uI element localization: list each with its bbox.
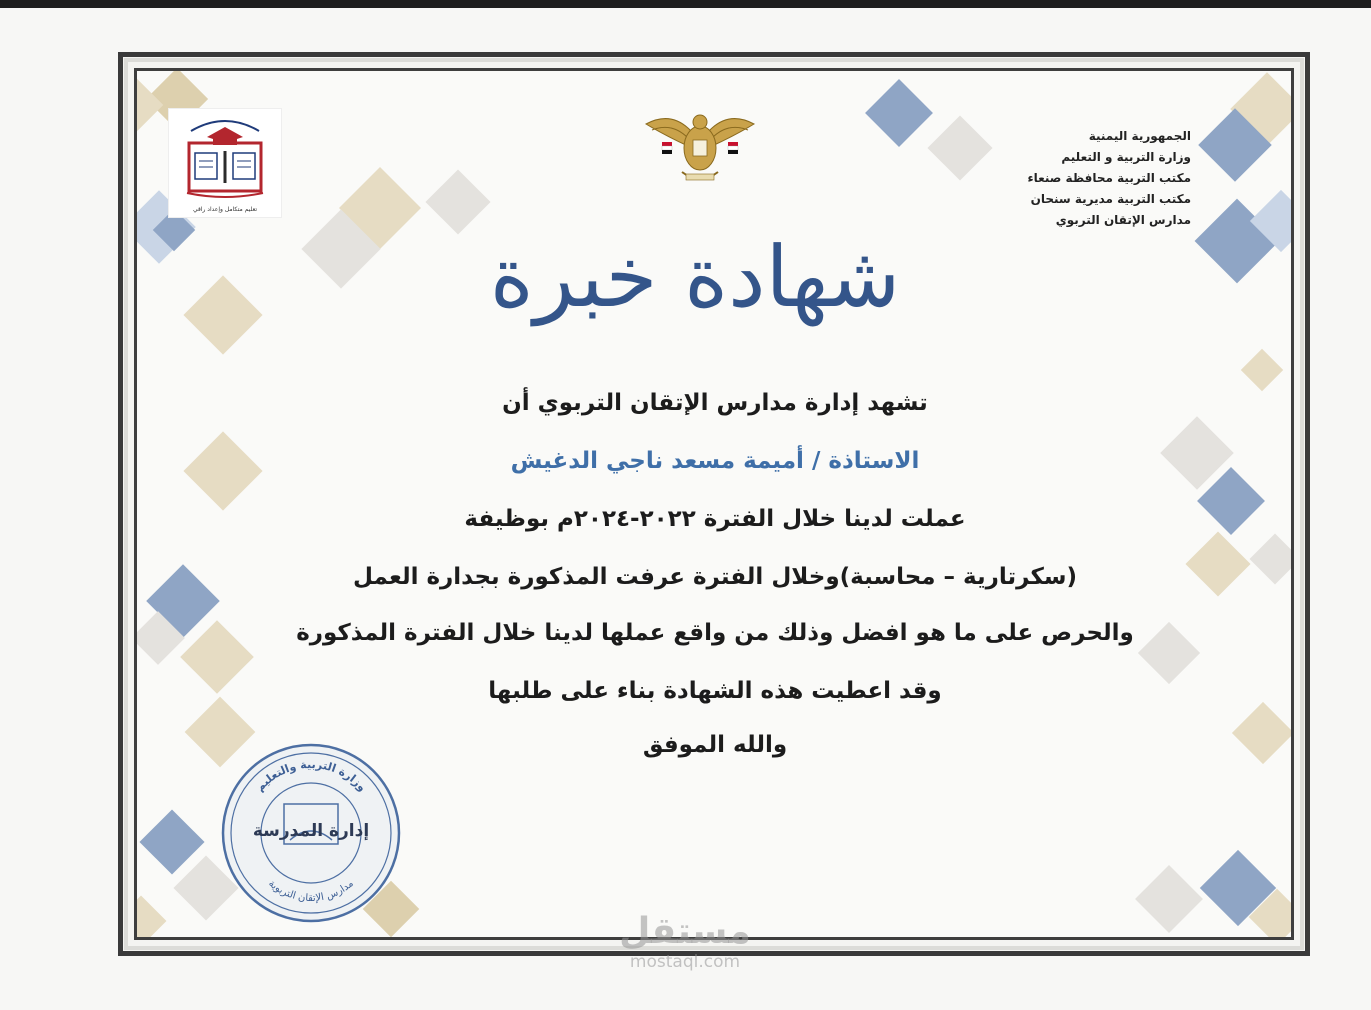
certificate-line-closing: والله الموفق [642, 732, 788, 758]
certificate-line-intro: تشهد إدارة مدارس الإتقان التربوي أن [502, 390, 928, 416]
ministry-line-district: مكتب التربية مديرية سنحان [1030, 192, 1191, 206]
school-stamp-seal [218, 740, 404, 926]
ministry-line-governorate: مكتب التربية محافظة صنعاء [1027, 171, 1191, 185]
certificate-line-period: عملت لدينا خلال الفترة ٢٠٢٢-٢٠٢٤م بوظيفة [464, 506, 966, 532]
ministry-header [951, 126, 1191, 231]
school-logo [168, 108, 282, 218]
certificate-line-request: وقد اعطيت هذه الشهادة بناء على طلبها [488, 678, 942, 704]
watermark-latin: mostaql.com [629, 952, 741, 972]
certificate-line-recipient: الاستاذة / أميمة مسعد ناجي الدغيش [510, 448, 920, 474]
mostaql-watermark [600, 912, 770, 972]
stamp-bottom-text: مدارس الإتقان التربوية [266, 878, 356, 905]
stamp-top-text: وزارة التربية والتعليم [253, 757, 369, 794]
decor-diamond [1250, 534, 1294, 585]
watermark-arabic: مستقل [619, 911, 751, 952]
stamp-center-text: إدارة المدرسة [252, 821, 370, 841]
decor-diamond [1241, 349, 1283, 391]
ministry-line-school: مدارس الإتقان التربوي [1055, 213, 1191, 227]
decor-diamond [1232, 702, 1294, 764]
decor-diamond [1135, 865, 1203, 933]
ministry-line-country: الجمهورية اليمنية [1088, 129, 1191, 143]
school-logo-icon [169, 109, 281, 205]
certificate-line-diligence: والحرص على ما هو افضل وذلك من واقع عملها لدينا خلال الفترة المذكورة [296, 620, 1134, 646]
ministry-line-ministry: وزارة التربية و التعليم [1061, 150, 1191, 164]
decor-diamond [183, 275, 262, 354]
decor-diamond [865, 79, 933, 147]
school-logo-tagline: تعليم متكامل وإعداد راقي [192, 206, 258, 213]
certificate-title: شهادة خبرة [489, 228, 901, 326]
national-emblem-icon [642, 106, 758, 190]
top-bar [0, 0, 1371, 8]
certificate-line-role: (سكرتارية – محاسبة)وخلال الفترة عرفت المذكورة بجدارة العمل [353, 564, 1077, 590]
decor-diamond [134, 896, 166, 940]
